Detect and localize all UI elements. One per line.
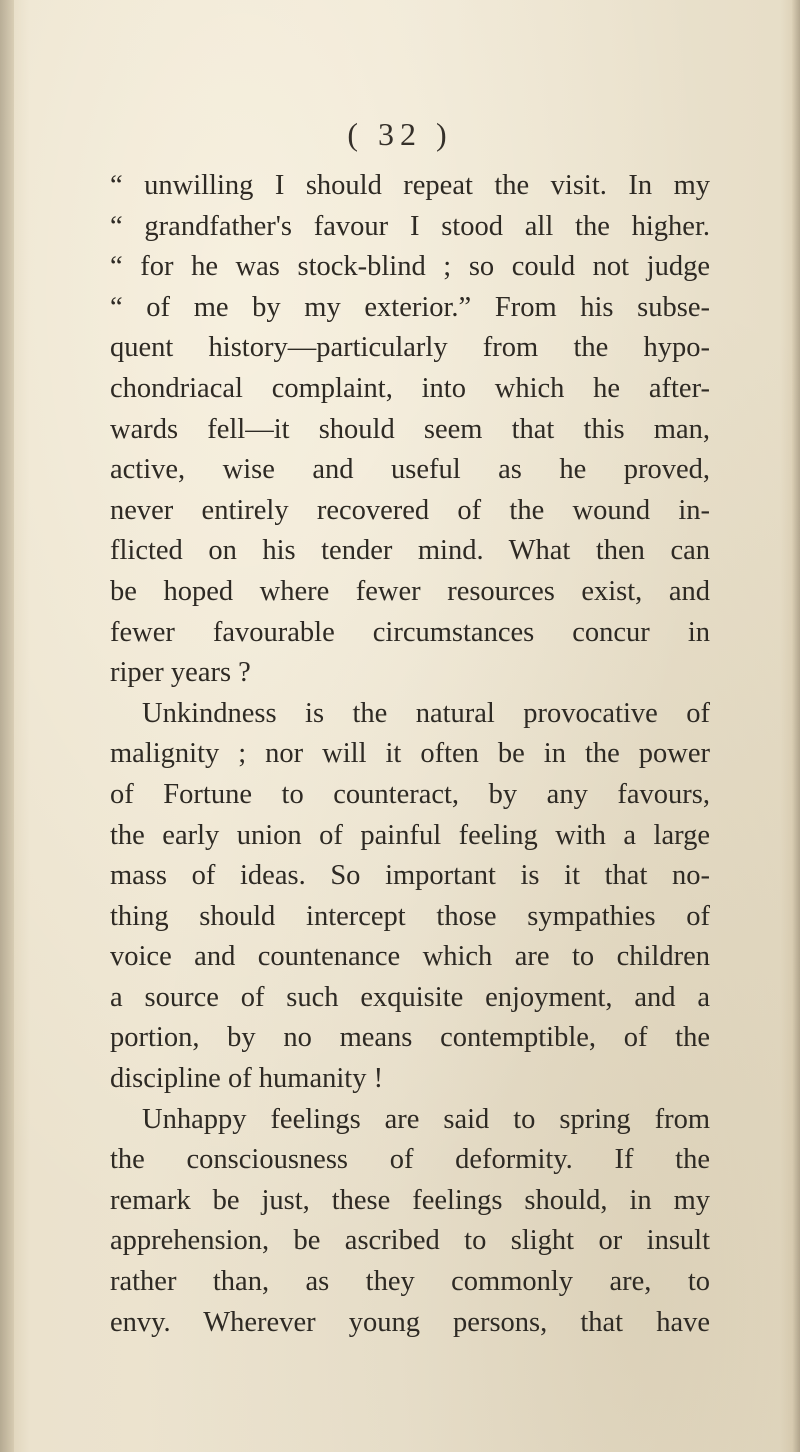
text-line: voice and countenance which are to children bbox=[110, 941, 710, 973]
text-line: “ of me by my exterior.” From his subse- bbox=[110, 291, 710, 323]
text-line: “ unwilling I should repeat the visit. In my bbox=[110, 170, 710, 201]
body-text bbox=[110, 166, 710, 1343]
text-line: rather than, as they commonly are, to bbox=[110, 1266, 710, 1298]
text-line: be hoped where fewer resources exist, and bbox=[110, 575, 710, 607]
text-line: a source of such exquisite enjoyment, and a bbox=[110, 981, 710, 1013]
text-line: envy. Wherever young persons, that have bbox=[110, 1306, 710, 1338]
text-line: flicted on his tender mind. What then can bbox=[110, 535, 710, 567]
text-line: riper years ? bbox=[110, 657, 251, 689]
text-line: fewer favourable circumstances concur in bbox=[110, 616, 710, 648]
text-line: the consciousness of deformity. If the bbox=[110, 1144, 710, 1176]
text-line: malignity ; nor will it often be in the power bbox=[110, 738, 710, 770]
text-line: quent history—particularly from the hypo- bbox=[110, 332, 710, 364]
text-line: mass of ideas. So important is it that no- bbox=[110, 860, 710, 892]
text-line: Unhappy feelings are said to spring from bbox=[142, 1103, 710, 1135]
text-line: chondriacal complaint, into which he after- bbox=[110, 372, 710, 404]
text-line: of Fortune to counteract, by any favours, bbox=[110, 778, 710, 810]
text-line: never entirely recovered of the wound in- bbox=[110, 494, 710, 526]
text-line: Unkindness is the natural provocative of bbox=[142, 697, 710, 729]
page-number: ( 32 ) bbox=[347, 116, 453, 152]
page-left-edge-shadow bbox=[0, 0, 14, 1452]
text-line: “ for he was stock-blind ; so could not judge bbox=[110, 251, 710, 283]
text-line: the early union of painful feeling with a large bbox=[110, 819, 710, 851]
text-line: apprehension, be ascribed to slight or insult bbox=[110, 1225, 710, 1257]
text-line: portion, by no means contemptible, of the bbox=[110, 1022, 710, 1054]
text-line: thing should intercept those sympathies of bbox=[110, 900, 710, 932]
text-line: “ grandfather's favour I stood all the higher. bbox=[110, 210, 710, 242]
page-right-edge-shadow bbox=[792, 0, 800, 1452]
text-line: active, wise and useful as he proved, bbox=[110, 454, 710, 486]
text-line: remark be just, these feelings should, in my bbox=[110, 1184, 710, 1216]
text-line: discipline of humanity ! bbox=[110, 1063, 384, 1095]
text-line: wards fell—it should seem that this man, bbox=[110, 413, 710, 445]
